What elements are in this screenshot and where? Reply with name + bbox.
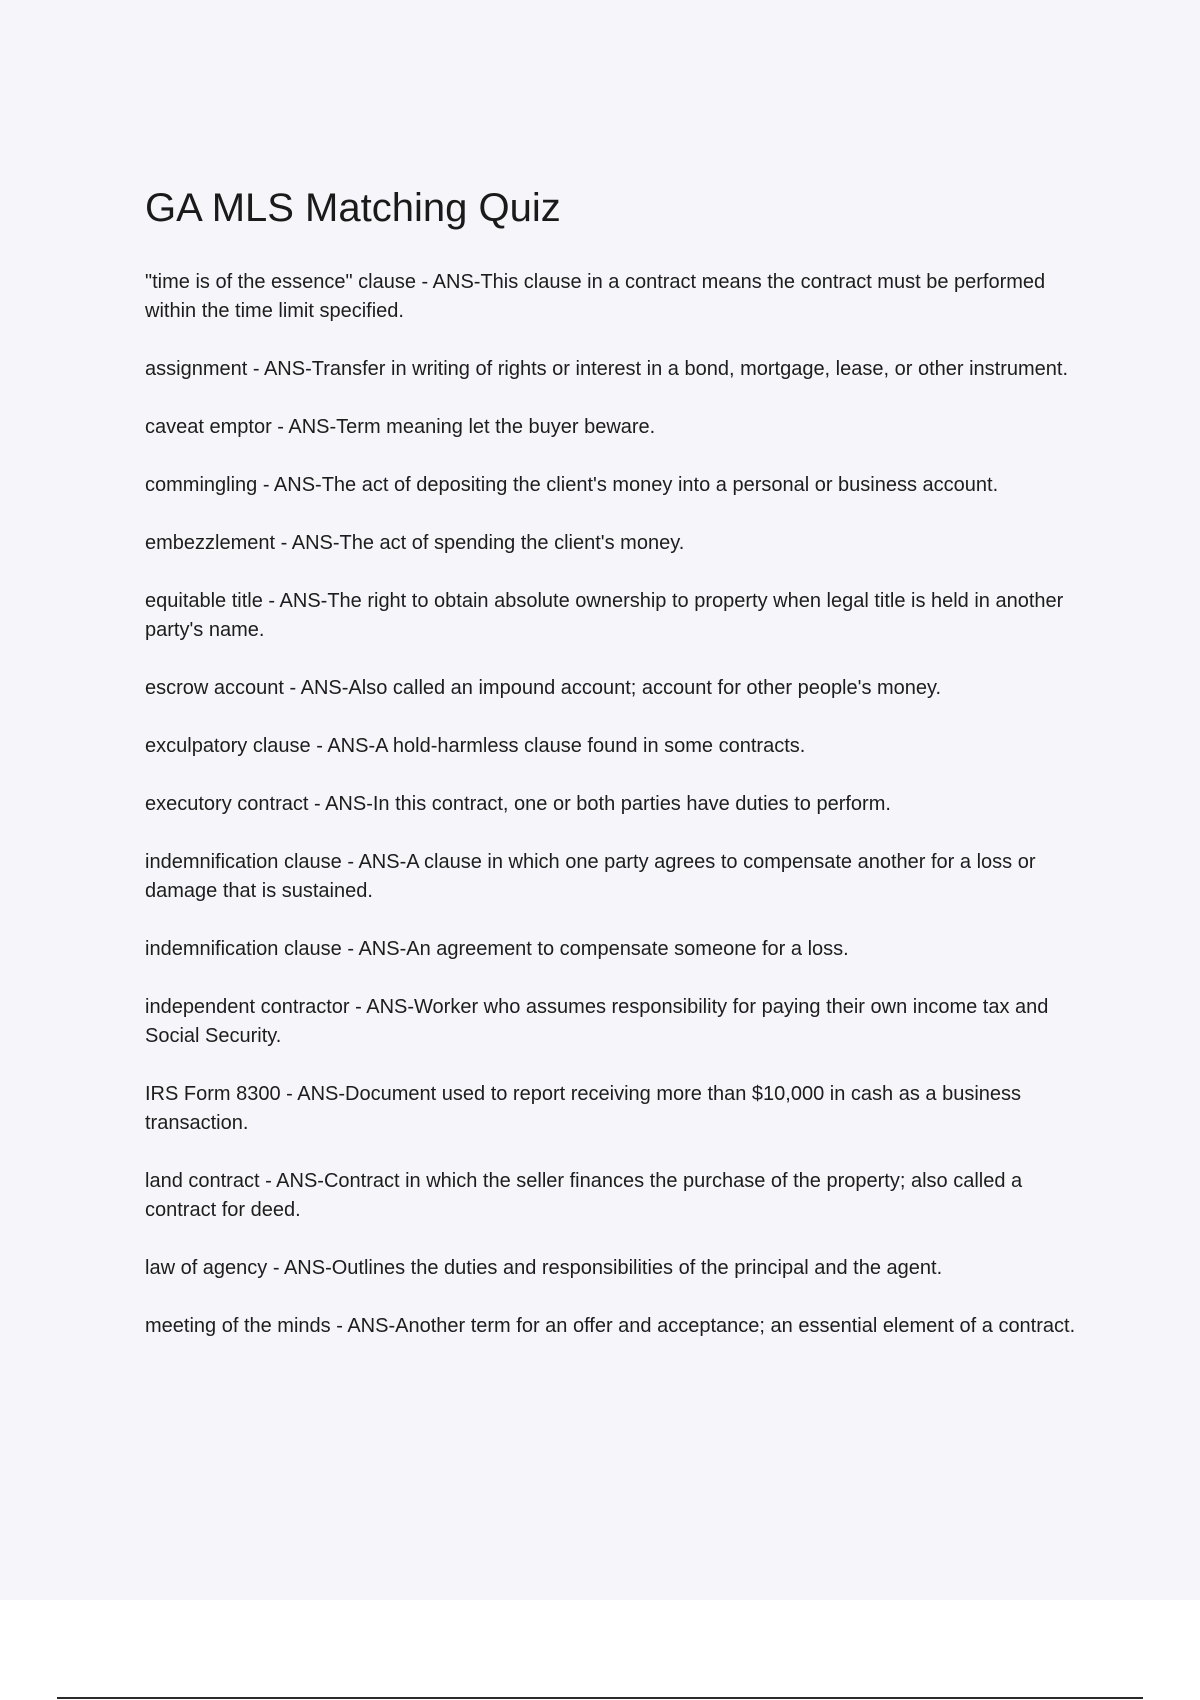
qa-list: [145, 268, 1095, 1341]
qa-item: independent contractor - ANS-Worker who assumes responsibility for paying their own income tax and Social Security.: [145, 996, 1049, 1047]
qa-item: land contract - ANS-Contract in which the seller finances the purchase of the property; also called a contract for deed.: [145, 1170, 1023, 1221]
qa-item: indemnification clause - ANS-A clause in which one party agrees to compensate another for a loss or damage that is sustained.: [145, 851, 1036, 902]
qa-item: exculpatory clause - ANS-A hold-harmless clause found in some contracts.: [145, 735, 806, 757]
qa-item: "time is of the essence" clause - ANS-This clause in a contract means the contract must be performed within the time limit specified.: [145, 271, 1046, 322]
qa-item: assignment - ANS-Transfer in writing of rights or interest in a bond, mortgage, lease, or other instrument.: [145, 358, 1069, 380]
qa-item: indemnification clause - ANS-An agreement to compensate someone for a loss.: [145, 938, 849, 960]
qa-item: IRS Form 8300 - ANS-Document used to report receiving more than $10,000 in cash as a business transaction.: [145, 1083, 1022, 1134]
qa-item: executory contract - ANS-In this contract, one or both parties have duties to perform.: [145, 793, 891, 815]
qa-item: law of agency - ANS-Outlines the duties and responsibilities of the principal and the agent.: [145, 1257, 943, 1279]
qa-item: commingling - ANS-The act of depositing the client's money into a personal or business account.: [145, 474, 999, 496]
footer-divider: [57, 1697, 1143, 1699]
document-content: [145, 182, 1095, 1370]
document-title: GA MLS Matching Quiz: [145, 186, 561, 230]
qa-item: escrow account - ANS-Also called an impound account; account for other people's money.: [145, 677, 942, 699]
qa-item: embezzlement - ANS-The act of spending the client's money.: [145, 532, 685, 554]
qa-item: caveat emptor - ANS-Term meaning let the buyer beware.: [145, 416, 656, 438]
qa-item: meeting of the minds - ANS-Another term for an offer and acceptance; an essential element of a contract.: [145, 1315, 1076, 1337]
qa-item: equitable title - ANS-The right to obtain absolute ownership to property when legal title is held in another party's name.: [145, 590, 1064, 641]
